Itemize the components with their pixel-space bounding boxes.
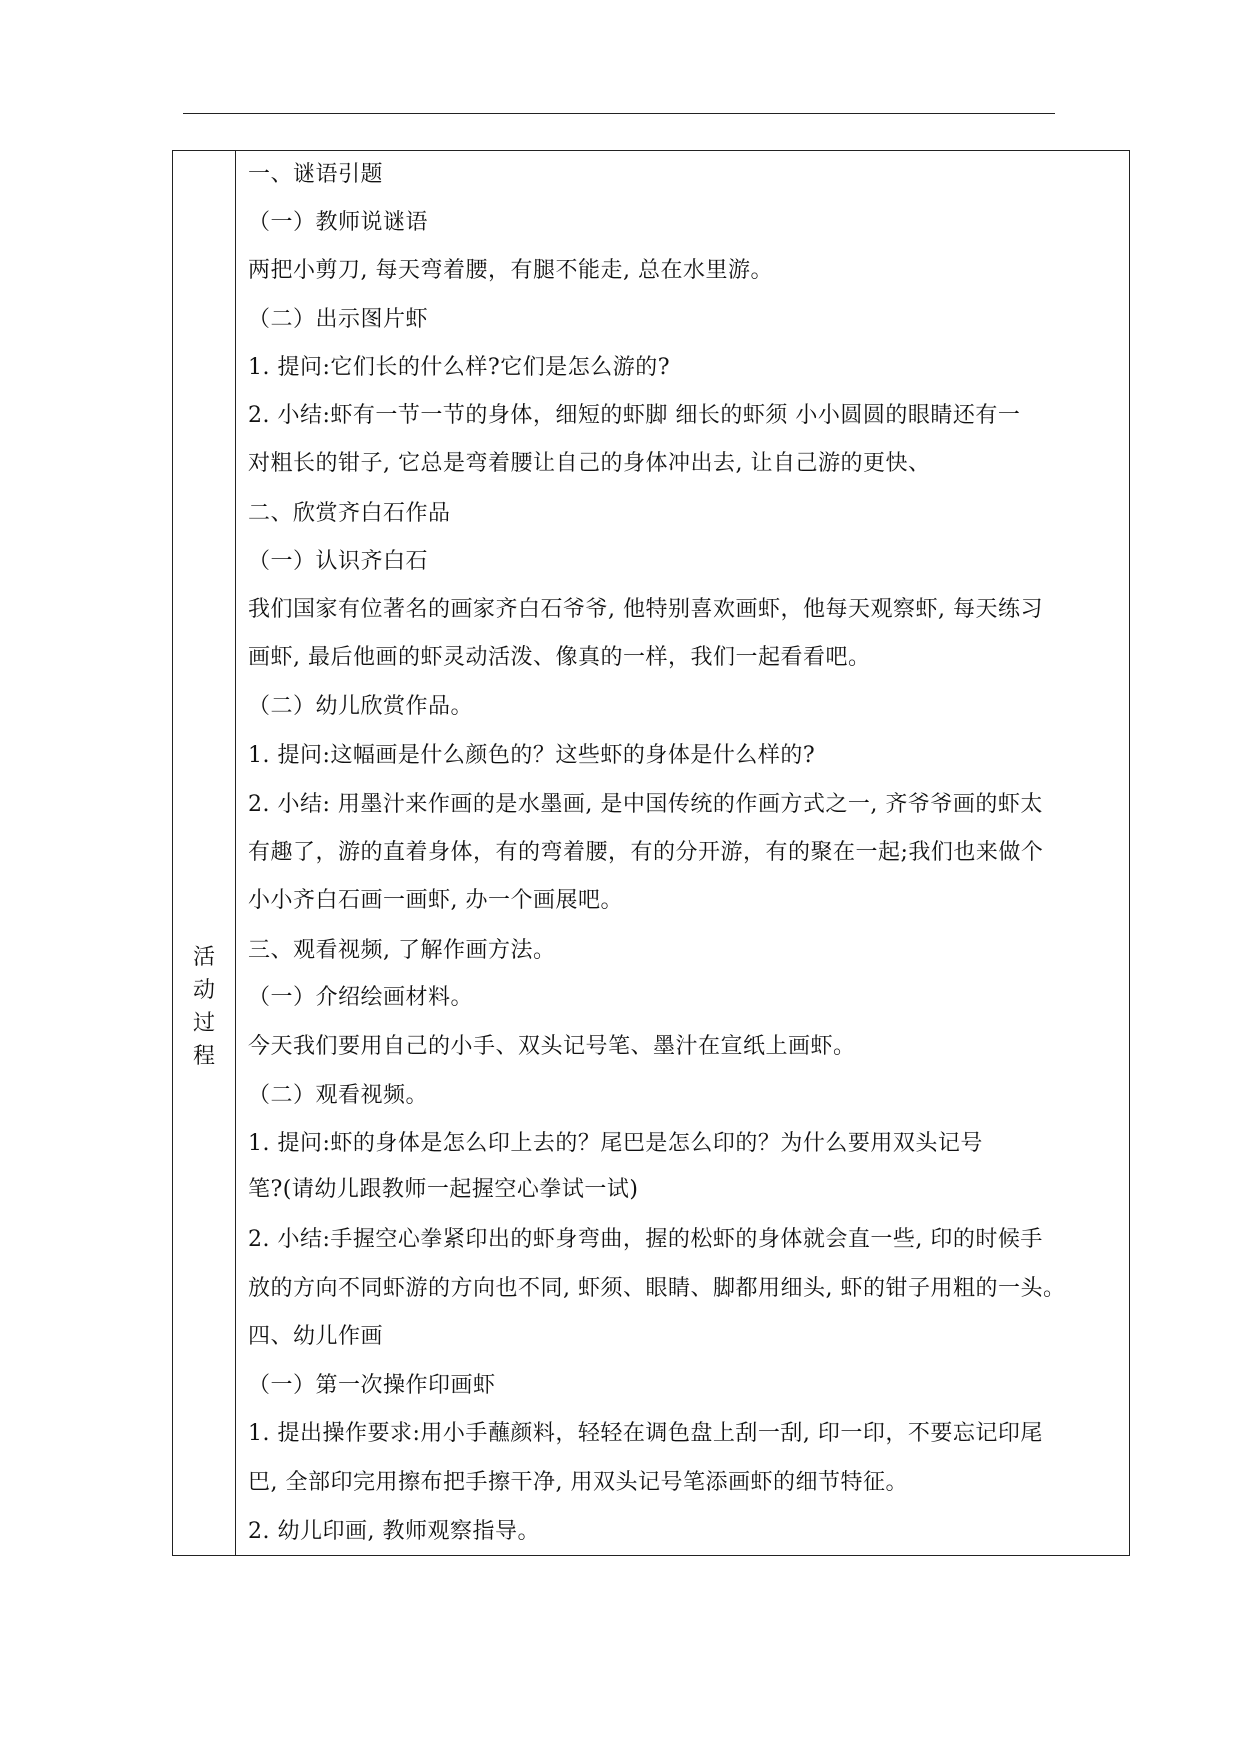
content-line: 四、幼儿作画: [248, 1324, 384, 1349]
content-line: 两把小剪刀, 每天弯着腰，有腿不能走, 总在水里游。: [248, 258, 773, 283]
label-char: 过: [192, 1011, 215, 1036]
content-line: 2. 小结: 用墨汁来作画的是水墨画, 是中国传统的作画方式之一, 齐爷爷画的虾太: [248, 792, 1043, 817]
activity-process-label: [173, 941, 235, 1073]
content-line: 一、谜语引题: [248, 162, 384, 187]
content-line: 画虾, 最后他画的虾灵动活泼、像真的一样，我们一起看看吧。: [248, 645, 871, 670]
content-line: （二）出示图片虾: [248, 307, 429, 332]
content-line: 我们国家有位著名的画家齐白石爷爷, 他特别喜欢画虾，他每天观察虾, 每天练习: [248, 597, 1043, 622]
lesson-table: [172, 150, 1130, 1556]
content-line: 1. 提问:虾的身体是怎么印上去的？尾巴是怎么印的？为什么要用双头记号: [248, 1131, 983, 1156]
content-line: （一）第一次操作印画虾: [248, 1373, 496, 1398]
content-line: 1. 提问:它们长的什么样?它们是怎么游的?: [248, 355, 670, 380]
content-line: 2. 幼儿印画, 教师观察指导。: [248, 1519, 540, 1544]
content-line: 放的方向不同虾游的方向也不同, 虾须、眼睛、脚都用细头, 虾的钳子用粗的一头。: [248, 1276, 1066, 1301]
content-cell: [236, 151, 1129, 1555]
header-rule: [183, 113, 1055, 114]
content-line: 1. 提出操作要求:用小手蘸颜料，轻轻在调色盘上刮一刮, 印一印，不要忘记印尾: [248, 1421, 1043, 1446]
content-line: 1. 提问:这幅画是什么颜色的？这些虾的身体是什么样的?: [248, 743, 816, 768]
content-line: （一）介绍绘画材料。: [248, 985, 474, 1010]
content-line: （一）教师说谜语: [248, 210, 429, 235]
content-line: 2. 小结:虾有一节一节的身体，细短的虾脚 细长的虾须 小小圆圆的眼睛还有一: [248, 403, 1021, 428]
label-char: 动: [192, 978, 215, 1003]
content-line: 三、观看视频, 了解作画方法。: [248, 938, 556, 963]
content-line: 2. 小结:手握空心拳紧印出的虾身弯曲，握的松虾的身体就会直一些, 印的时候手: [248, 1227, 1043, 1252]
label-char: 活: [192, 945, 215, 970]
content-line: 笔?(请幼儿跟教师一起握空心拳试一试): [248, 1177, 639, 1202]
content-line: （一）认识齐白石: [248, 549, 429, 574]
content-line: （二）观看视频。: [248, 1083, 429, 1108]
content-line: 对粗长的钳子, 它总是弯着腰让自己的身体冲出去, 让自己游的更快、: [248, 451, 931, 476]
content-line: 有趣了，游的直着身体，有的弯着腰，有的分开游，有的聚在一起;我们也来做个: [248, 840, 1044, 865]
content-line: 小小齐白石画一画虾, 办一个画展吧。: [248, 888, 623, 913]
content-line: 巴, 全部印完用擦布把手擦干净, 用双头记号笔添画虾的细节特征。: [248, 1470, 908, 1495]
content-line: 二、欣赏齐白石作品: [248, 501, 451, 526]
label-cell: [173, 151, 236, 1555]
content-line: （二）幼儿欣赏作品。: [248, 694, 474, 719]
content-line: 今天我们要用自己的小手、双头记号笔、墨汁在宣纸上画虾。: [248, 1034, 856, 1059]
label-char: 程: [192, 1044, 215, 1069]
